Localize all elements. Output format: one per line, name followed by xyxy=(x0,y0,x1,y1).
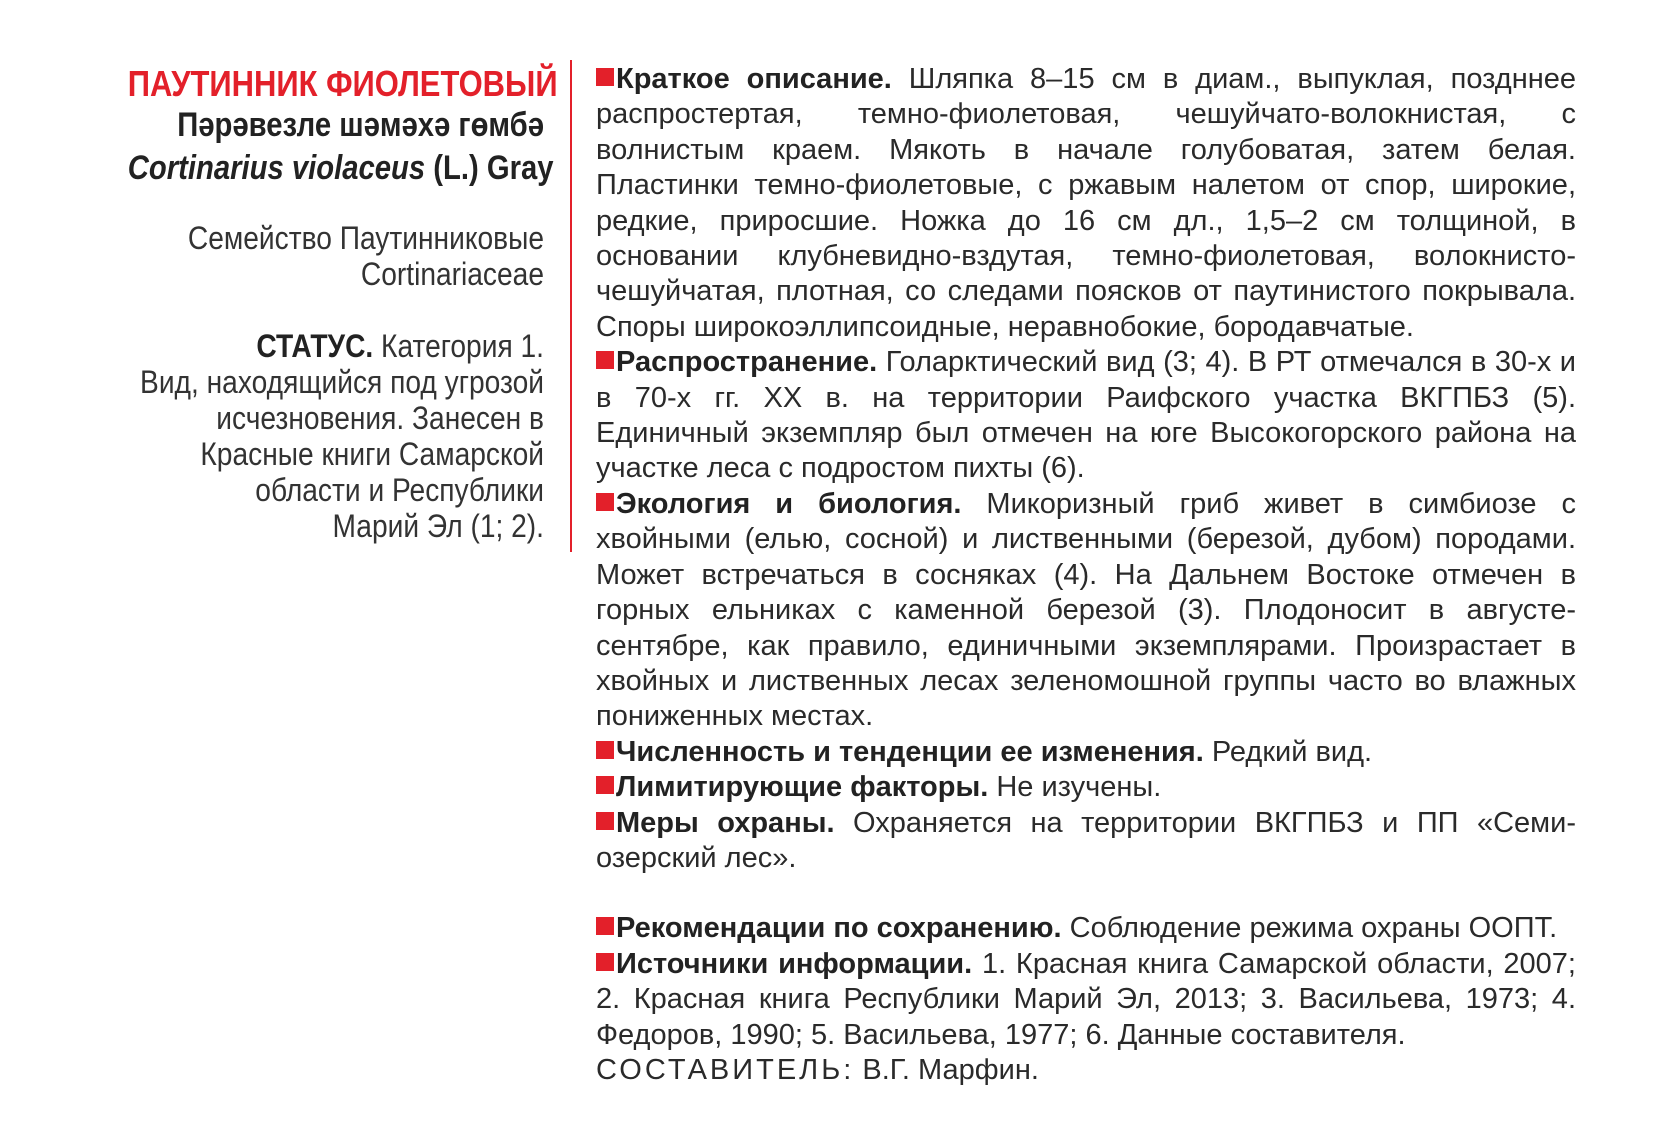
section-abundance xyxy=(596,735,1576,770)
section-text: Охраняется на территории ВКГПБЗ и ПП «Семиозерский лес». xyxy=(596,806,1576,874)
latin-binomial: Cortinarius violaceus xyxy=(127,149,426,187)
column-divider xyxy=(570,60,572,552)
red-square-bullet-icon xyxy=(596,68,614,86)
section-heading: Рекомендации по сохранению. xyxy=(616,912,1062,945)
section-text: Шляпка 8–15 см в диам., выпуклая, поздннее распростертая, темно-фиолетовая, чешуйчато-волокнистая, с волнистым краем. Мякоть в начале голубоватая, затем белая. Пластинки темно-фиолетовые, с ржавым налетом от спор, широкие, редкие, приросшие. Ножка до 16 см дл., 1,5–2 см толщиной, в основании клубневидно-вздутая, темно-фиолетовая, волокнисто-чешуйчатая, плотная, со следами поясков от паутинистого покрывала. Споры широкоэллипсоидные, неравнобокие, бородавчатые. xyxy=(596,63,1576,343)
family-name-russian: Семейство Паутинниковые xyxy=(187,220,544,256)
red-square-bullet-icon xyxy=(596,917,614,935)
red-square-bullet-icon xyxy=(596,953,614,971)
latin-author: (L.) Gray xyxy=(425,149,554,187)
species-header-column xyxy=(60,63,558,544)
section-spacer xyxy=(596,876,1576,911)
section-heading: Экология и биология. xyxy=(616,487,962,520)
section-protection xyxy=(596,806,1576,877)
family-name-latin: Cortinariaceae xyxy=(360,256,544,292)
species-description-column xyxy=(596,62,1576,1088)
section-heading: Меры охраны. xyxy=(616,806,835,839)
section-heading: Распространение. xyxy=(616,346,878,379)
section-text: Соблюдение режима охраны ООПТ. xyxy=(1061,912,1558,945)
section-ecology xyxy=(596,487,1576,735)
status-line-4: Красные книги Самарской xyxy=(200,436,544,472)
status-block xyxy=(60,328,544,544)
section-heading: Краткое описание. xyxy=(616,63,892,95)
status-line-6: Марий Эл (1; 2). xyxy=(332,508,544,544)
red-square-bullet-icon xyxy=(596,812,614,830)
red-square-bullet-icon xyxy=(596,741,614,759)
section-recommendations xyxy=(596,911,1576,946)
section-limiting-factors xyxy=(596,770,1576,805)
section-heading: Источники информации. xyxy=(616,947,973,980)
section-text: Голарктический вид (3; 4). В РТ отмечался в 30-х и в 70-х гг. XX в. на территории Раифского участка ВКГПБЗ (5). Единичный экземпляр был отмечен на юге Высокогорского района на участке леса с подростом пихты (6). xyxy=(596,346,1576,485)
section-heading: Лимитирующие факторы. xyxy=(616,771,989,804)
section-text: Не изучены. xyxy=(988,771,1162,804)
red-square-bullet-icon xyxy=(596,493,614,511)
status-label: СТАТУС. xyxy=(256,328,374,364)
species-title-latin xyxy=(127,147,554,190)
composer-line xyxy=(596,1053,1576,1088)
red-square-bullet-icon xyxy=(596,776,614,794)
status-line-5: области и Республики xyxy=(255,472,544,508)
red-square-bullet-icon xyxy=(596,351,614,369)
status-line-1 xyxy=(118,328,544,364)
section-description xyxy=(596,62,1576,345)
species-title-russian: ПАУТИННИК ФИОЛЕТОВЫЙ xyxy=(127,63,558,104)
status-line-2: Вид, находящийся под угрозой xyxy=(140,364,544,400)
composer-name: В.Г. Марфин. xyxy=(854,1053,1039,1086)
section-text: Микоризный гриб живет в симбиозе с хвойными (елью, сосной) и лиственными (березой, дубом) породами. Может встречаться в сосняках (4). На Дальнем Востоке отмечен в горных ельниках с каменной березой (3). Плодоносит в августе-сентябре, как правило, единичными экземплярами. Произрастает в хвойных и лиственных лесах зеленомошной группы часто во влажных пониженных местах. xyxy=(596,487,1576,733)
status-line-3: исчезновения. Занесен в xyxy=(216,400,544,436)
section-heading: Численность и тенденции ее изменения. xyxy=(616,735,1204,768)
section-distribution xyxy=(596,345,1576,487)
section-sources xyxy=(596,947,1576,1053)
family-block xyxy=(118,220,544,292)
status-category: Категория 1. xyxy=(373,328,544,364)
composer-label: СОСТАВИТЕЛЬ: xyxy=(596,1053,855,1086)
section-text: Редкий вид. xyxy=(1203,735,1373,768)
section-text: 1. Красная книга Самарской области, 2007; 2. Красная книга Республики Марий Эл, 2013; 3. Васильева, 1973; 4. Федоров, 1990; 5. Васильева, 1977; 6. Данные составителя. xyxy=(596,947,1576,1051)
species-title-tatar: Пәрәвезле шәмәхә гөмбә xyxy=(177,106,544,144)
